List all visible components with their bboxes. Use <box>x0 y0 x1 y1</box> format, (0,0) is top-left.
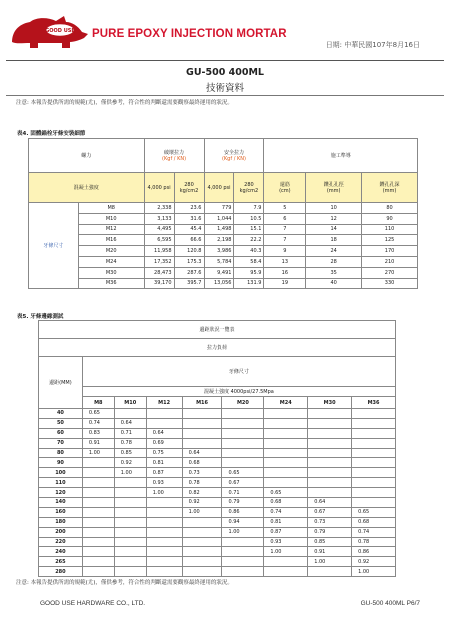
header-rule <box>6 60 444 61</box>
table4-cell-c: 1,044 <box>204 213 234 224</box>
table4-cell-f: 35 <box>306 267 362 278</box>
t5-cell <box>264 438 308 448</box>
t5-cell <box>82 468 114 478</box>
table4-cell-g: 210 <box>362 256 418 267</box>
t5-cell <box>146 547 182 557</box>
t5-edge-value: 110 <box>39 478 83 488</box>
th-tension: 破壞拉力 (Kgf / KN) <box>144 139 204 173</box>
t5-cell: 1.00 <box>352 567 396 577</box>
t5-cell <box>308 458 352 468</box>
t5-cell <box>264 448 308 458</box>
t5-cell <box>222 428 264 438</box>
table4-cell-g: 110 <box>362 224 418 235</box>
t5-col-header: M36 <box>352 397 396 409</box>
t5-cell: 0.73 <box>182 468 222 478</box>
t5-cell <box>308 438 352 448</box>
table5-row <box>39 527 396 537</box>
t5-cell: 1.00 <box>222 527 264 537</box>
t5-cell <box>82 498 114 508</box>
table5 <box>38 320 396 577</box>
table4-row <box>29 246 418 257</box>
t5-cell <box>146 557 182 567</box>
table4-cell-size: M30 <box>78 267 144 278</box>
t5-edge-value: 180 <box>39 517 83 527</box>
t5-edge-value: 50 <box>39 418 83 428</box>
t5-cell: 0.78 <box>352 537 396 547</box>
table4-row <box>29 278 418 289</box>
table4-cell-a: 3,133 <box>144 213 174 224</box>
table4-cell-b: 395.7 <box>174 278 204 289</box>
t5-cell <box>114 409 146 419</box>
t5-cell <box>114 478 146 488</box>
t5-cell <box>352 428 396 438</box>
t5-edge-value: 200 <box>39 527 83 537</box>
t5-cell: 0.64 <box>182 448 222 458</box>
t5-cell <box>82 557 114 567</box>
th-kg2: 280 kg/cm2 <box>234 173 264 203</box>
t5-cell <box>146 537 182 547</box>
table4-row <box>29 213 418 224</box>
table5-row <box>39 448 396 458</box>
t5-cell <box>264 418 308 428</box>
table4-cell-b: 45.4 <box>174 224 204 235</box>
table4-cell-size: M10 <box>78 213 144 224</box>
t5-cell <box>114 498 146 508</box>
t5-edge-value: 40 <box>39 409 83 419</box>
table4-cell-g: 170 <box>362 246 418 257</box>
table4-cell-f: 18 <box>306 235 362 246</box>
table4-cell-d: 131.9 <box>234 278 264 289</box>
table4-cell-a: 4,495 <box>144 224 174 235</box>
table4-cell-a: 39,170 <box>144 278 174 289</box>
t5-cell <box>264 567 308 577</box>
t5-cell <box>352 468 396 478</box>
t5-cell: 0.64 <box>308 498 352 508</box>
t5-cell: 0.78 <box>114 438 146 448</box>
table4-cell-c: 5,784 <box>204 256 234 267</box>
table4-cell-d: 22.2 <box>234 235 264 246</box>
table4-cell-size: M36 <box>78 278 144 289</box>
t5-cell <box>114 537 146 547</box>
t5-cell <box>146 567 182 577</box>
t5-edge-value: 60 <box>39 428 83 438</box>
table4-cell-a: 6,595 <box>144 235 174 246</box>
t5-cell <box>222 537 264 547</box>
t5-cell <box>82 537 114 547</box>
t5-cell: 0.83 <box>82 428 114 438</box>
t5-cell <box>82 527 114 537</box>
table4-cell-f: 28 <box>306 256 362 267</box>
t5-cell: 0.74 <box>264 507 308 517</box>
table5-row <box>39 537 396 547</box>
t5-cell <box>82 478 114 488</box>
t5-cell <box>182 438 222 448</box>
t5-cell: 0.91 <box>82 438 114 448</box>
t5-cell <box>264 478 308 488</box>
t5-cell: 0.93 <box>264 537 308 547</box>
th-safe: 安全拉力 (Kgf / KN) <box>204 139 264 173</box>
t5-cell <box>264 468 308 478</box>
t5-cell: 0.86 <box>352 547 396 557</box>
table5-row <box>39 567 396 577</box>
t5-cell <box>352 488 396 498</box>
table4-cell-d: 15.1 <box>234 224 264 235</box>
t5-edge-value: 100 <box>39 468 83 478</box>
table4-cell-f: 12 <box>306 213 362 224</box>
table5-row <box>39 488 396 498</box>
t5-cell <box>146 409 182 419</box>
table4-cell-g: 125 <box>362 235 418 246</box>
subtitle-rule <box>6 95 444 96</box>
t5-cell <box>182 557 222 567</box>
t5-cell <box>222 448 264 458</box>
t5-edge-value: 160 <box>39 507 83 517</box>
note-top: 注意: 本報告提供所需的規範(尤)，僅供參考，符合性的判斷還需要觀察最終運用的狀況。 <box>16 100 233 106</box>
t5-cell: 0.65 <box>264 488 308 498</box>
t5-cell <box>114 567 146 577</box>
t5-cell <box>222 547 264 557</box>
brand-title: PURE EPOXY INJECTION MORTAR <box>92 28 287 40</box>
table4-cell-g: 330 <box>362 278 418 289</box>
table4-cell-d: 7.9 <box>234 203 264 214</box>
t5-cell <box>182 537 222 547</box>
th-concrete: 混凝土強度 <box>29 173 145 203</box>
t5-cell <box>82 507 114 517</box>
t5-cell <box>182 547 222 557</box>
t5-cell <box>82 458 114 468</box>
table4-cell-g: 270 <box>362 267 418 278</box>
table4-cell-f: 10 <box>306 203 362 214</box>
table4-cell-a: 17,352 <box>144 256 174 267</box>
t5-cell <box>352 409 396 419</box>
t5-cell: 1.00 <box>146 488 182 498</box>
t5-cell <box>352 418 396 428</box>
t5-cell <box>82 547 114 557</box>
t5-edge-value: 280 <box>39 567 83 577</box>
t5-edge-value: 220 <box>39 537 83 547</box>
table4-cell-g: 80 <box>362 203 418 214</box>
t5-cell: 0.68 <box>352 517 396 527</box>
t5-cell: 0.92 <box>114 458 146 468</box>
t5-cell: 1.00 <box>182 507 222 517</box>
t5-sub: 拉力負荷 <box>39 339 396 357</box>
t5-cell <box>308 409 352 419</box>
t5-cell <box>352 498 396 508</box>
table5-row <box>39 428 396 438</box>
t5-cell: 0.65 <box>82 409 114 419</box>
t5-cell: 0.82 <box>182 488 222 498</box>
t5-cell <box>146 498 182 508</box>
table4-row <box>29 203 418 214</box>
table4-cell-size: M24 <box>78 256 144 267</box>
t5-cell <box>308 488 352 498</box>
t5-cell <box>146 527 182 537</box>
table5-row <box>39 547 396 557</box>
th-install: 施工準導 <box>264 139 418 173</box>
t5-cell <box>352 448 396 458</box>
th-holedepth: 鑽孔孔深 (mm) <box>362 173 418 203</box>
t5-col-header: M8 <box>82 397 114 409</box>
table4-cell-b: 23.6 <box>174 203 204 214</box>
table4-cell-d: 10.5 <box>234 213 264 224</box>
t5-cell <box>222 458 264 468</box>
th-kg1: 280 kg/cm2 <box>174 173 204 203</box>
t5-cell: 0.71 <box>222 488 264 498</box>
t5-cell <box>308 478 352 488</box>
t5-cell <box>222 557 264 567</box>
t5-cell: 0.81 <box>264 517 308 527</box>
table4-cell-c: 2,198 <box>204 235 234 246</box>
table4-cell-size: M8 <box>78 203 144 214</box>
table4-cell-g: 90 <box>362 213 418 224</box>
t5-cell <box>308 418 352 428</box>
t5-cell: 0.86 <box>222 507 264 517</box>
t5-cell <box>222 438 264 448</box>
t5-cell: 0.87 <box>146 468 182 478</box>
table4-cell-e: 7 <box>264 235 306 246</box>
table5-row <box>39 498 396 508</box>
table4-cell-e: 19 <box>264 278 306 289</box>
table4-cell-size: M16 <box>78 235 144 246</box>
table4-cell-a: 11,958 <box>144 246 174 257</box>
table4-cell-e: 7 <box>264 224 306 235</box>
table4 <box>28 138 418 289</box>
th-psi2: 4,000 psi <box>204 173 234 203</box>
table4-cell-size: M20 <box>78 246 144 257</box>
table5-caption: 表5. 牙條邊緣測試 <box>17 314 64 320</box>
t5-cell: 0.69 <box>146 438 182 448</box>
t5-cell: 0.92 <box>182 498 222 508</box>
t5-col-header: M10 <box>114 397 146 409</box>
t5-cell <box>82 488 114 498</box>
product-name: GU-500 400ML <box>186 67 264 78</box>
t5-cell: 1.00 <box>264 547 308 557</box>
t5-cell: 0.75 <box>146 448 182 458</box>
table4-cell-a: 2,338 <box>144 203 174 214</box>
table4-cell-f: 40 <box>306 278 362 289</box>
table4-row <box>29 267 418 278</box>
t5-edge-value: 80 <box>39 448 83 458</box>
t5-edge-value: 120 <box>39 488 83 498</box>
t5-cell <box>114 517 146 527</box>
t5-cell <box>182 517 222 527</box>
footer-page: GU-500 400ML P6/7 <box>360 600 420 607</box>
t5-edge-value: 90 <box>39 458 83 468</box>
t5-cell <box>182 567 222 577</box>
t5-cell: 1.00 <box>308 557 352 567</box>
t5-col-header: M12 <box>146 397 182 409</box>
table5-row <box>39 418 396 428</box>
t5-cell: 1.00 <box>82 448 114 458</box>
report-date: 日期: 中華民國107年8月16日 <box>325 41 420 49</box>
table4-cell-a: 28,473 <box>144 267 174 278</box>
svg-text:GOOD USE: GOOD USE <box>45 28 75 34</box>
t5-cell <box>352 438 396 448</box>
t5-cell <box>182 527 222 537</box>
t5-col-header: M30 <box>308 397 352 409</box>
t5-col-header: M20 <box>222 397 264 409</box>
note-bottom: 注意: 本報告提供所需的規範(尤)，僅供參考，符合性的判斷還需要觀察最終運用的狀況。 <box>16 580 233 586</box>
table4-cell-e: 9 <box>264 246 306 257</box>
t5-cell <box>82 567 114 577</box>
t5-edge-label: 邊距(MM) <box>39 357 83 409</box>
t5-cell <box>308 448 352 458</box>
t5-cell <box>308 428 352 438</box>
t5-edge-value: 140 <box>39 498 83 508</box>
t5-cell <box>114 547 146 557</box>
table4-cell-d: 58.4 <box>234 256 264 267</box>
t5-cell: 0.64 <box>146 428 182 438</box>
t5-col-header: M24 <box>264 397 308 409</box>
t5-cell: 0.67 <box>222 478 264 488</box>
table4-cell-d: 95.9 <box>234 267 264 278</box>
table4-cell-c: 1,498 <box>204 224 234 235</box>
t5-cell <box>222 418 264 428</box>
t5-edge-value: 265 <box>39 557 83 567</box>
t5-cell: 0.94 <box>222 517 264 527</box>
table4-cell-e: 6 <box>264 213 306 224</box>
t5-edge-value: 70 <box>39 438 83 448</box>
table5-row <box>39 438 396 448</box>
t5-cell: 0.78 <box>182 478 222 488</box>
table4-cell-e: 13 <box>264 256 306 267</box>
table4-caption: 表4. 固體錨栓牙條安裝細節 <box>17 131 86 137</box>
t5-cell: 1.00 <box>114 468 146 478</box>
t5-cell: 0.68 <box>182 458 222 468</box>
table4-cell-c: 13,056 <box>204 278 234 289</box>
t5-cell: 0.87 <box>264 527 308 537</box>
t5-cell <box>222 409 264 419</box>
t5-cell <box>264 557 308 567</box>
footer-company: GOOD USE HARDWARE CO., LTD. <box>40 600 146 607</box>
t5-cell: 0.81 <box>146 458 182 468</box>
t5-cell: 0.85 <box>308 537 352 547</box>
th-spec: 螺力 <box>29 139 145 173</box>
table5-row <box>39 458 396 468</box>
t5-cell: 0.65 <box>352 507 396 517</box>
table4-cell-f: 24 <box>306 246 362 257</box>
table4-cell-f: 14 <box>306 224 362 235</box>
doc-subtitle: 技術資料 <box>205 83 244 94</box>
t5-cell: 0.92 <box>352 557 396 567</box>
t5-cell <box>352 458 396 468</box>
t5-cell: 0.85 <box>114 448 146 458</box>
t5-cell <box>352 478 396 488</box>
table4-cell-d: 40.3 <box>234 246 264 257</box>
table5-row <box>39 478 396 488</box>
t5-cell <box>146 418 182 428</box>
t5-col-header: M16 <box>182 397 222 409</box>
t5-title: 邊距狀況一覽表 <box>39 321 396 339</box>
t5-cell <box>146 517 182 527</box>
th-psi1: 4,000 psi <box>144 173 174 203</box>
table5-row <box>39 409 396 419</box>
t5-cell <box>114 527 146 537</box>
t5-cell <box>114 507 146 517</box>
table4-row <box>29 256 418 267</box>
table4-cell-c: 3,986 <box>204 246 234 257</box>
t5-cell <box>308 567 352 577</box>
table4-side-label: 牙條尺寸 <box>29 203 79 289</box>
table4-cell-b: 175.3 <box>174 256 204 267</box>
table4-cell-e: 5 <box>264 203 306 214</box>
table4-cell-size: M12 <box>78 224 144 235</box>
t5-cell <box>182 418 222 428</box>
table4-cell-b: 120.8 <box>174 246 204 257</box>
table4-row <box>29 224 418 235</box>
t5-cell <box>264 428 308 438</box>
t5-cell <box>182 428 222 438</box>
t5-cell: 0.79 <box>308 527 352 537</box>
t5-cell <box>82 517 114 527</box>
t5-cell: 0.68 <box>264 498 308 508</box>
t5-thread-size: 牙條尺寸 <box>82 357 395 387</box>
t5-cell <box>264 458 308 468</box>
table5-row <box>39 468 396 478</box>
rhino-logo <box>8 12 90 52</box>
table5-row <box>39 557 396 567</box>
t5-cell: 0.73 <box>308 517 352 527</box>
t5-cell: 0.79 <box>222 498 264 508</box>
t5-cell: 0.74 <box>352 527 396 537</box>
table5-row <box>39 507 396 517</box>
t5-cell: 0.71 <box>114 428 146 438</box>
table4-cell-c: 9,491 <box>204 267 234 278</box>
table4-cell-c: 779 <box>204 203 234 214</box>
table5-row <box>39 517 396 527</box>
t5-cell: 0.65 <box>222 468 264 478</box>
table4-row <box>29 235 418 246</box>
table4-cell-e: 16 <box>264 267 306 278</box>
table4-cell-b: 31.6 <box>174 213 204 224</box>
t5-cell: 0.93 <box>146 478 182 488</box>
t5-cell <box>114 557 146 567</box>
t5-cell <box>264 409 308 419</box>
t5-cell: 0.64 <box>114 418 146 428</box>
t5-cell <box>146 507 182 517</box>
table4-cell-b: 66.6 <box>174 235 204 246</box>
t5-edge-value: 240 <box>39 547 83 557</box>
t5-cell <box>222 567 264 577</box>
th-hole: 鑽孔孔徑 (mm) <box>306 173 362 203</box>
t5-cell: 0.74 <box>82 418 114 428</box>
t5-concrete: 混凝土強度 4000psi/27.5Mpa <box>82 387 395 397</box>
t5-cell <box>308 468 352 478</box>
t5-cell <box>114 488 146 498</box>
t5-cell: 0.91 <box>308 547 352 557</box>
t5-cell: 0.67 <box>308 507 352 517</box>
t5-cell <box>182 409 222 419</box>
table4-cell-b: 287.6 <box>174 267 204 278</box>
th-depth: 還筋 (cm) <box>264 173 306 203</box>
